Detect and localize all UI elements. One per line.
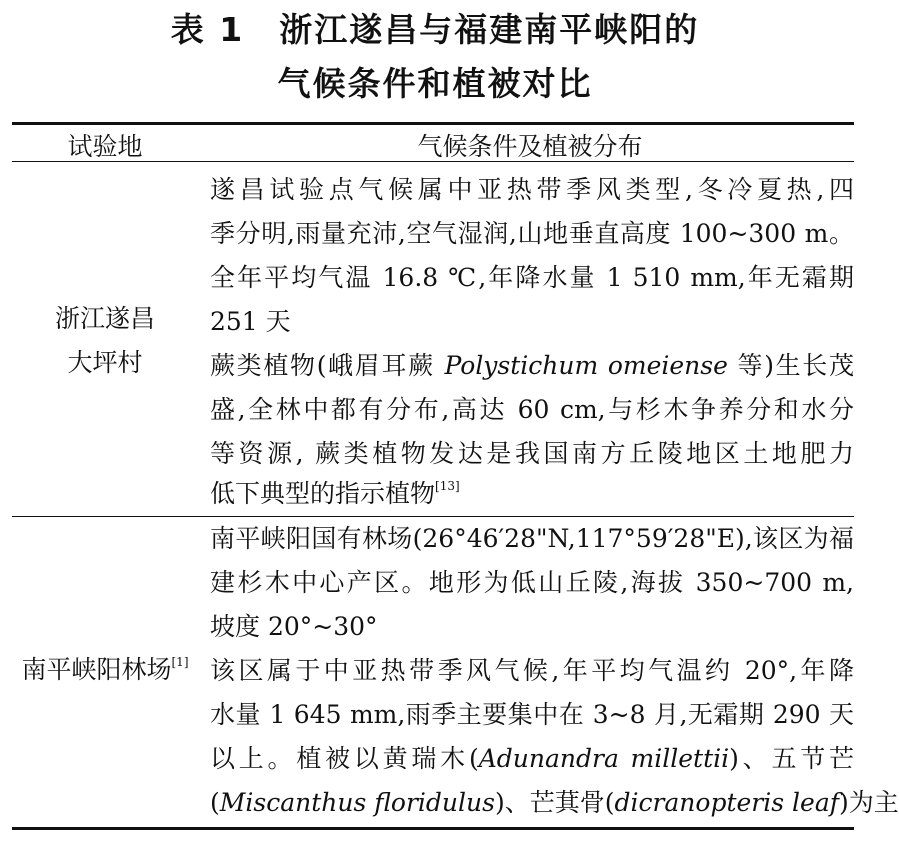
species-name: Polystichum omeiense <box>444 351 728 380</box>
top-rule <box>12 122 854 125</box>
cell-text-line: 坡度 20°~30° <box>210 612 378 641</box>
row-separator-rule <box>12 516 854 517</box>
table-title-line-1: 表 1 浙江遂昌与福建南平峡阳的 <box>170 10 700 49</box>
cell-text-line: 全年平均气温 16.8 ℃,年降水量 1 510 mm,年无霜期 <box>210 263 854 292</box>
species-name: Miscanthus floridulus <box>219 788 495 817</box>
citation-ref: [1] <box>171 655 189 669</box>
column-header-conditions: 气候条件及植被分布 <box>417 132 643 161</box>
cell-text-line <box>210 744 854 774</box>
cell-text-line <box>210 351 854 381</box>
cell-text-line: 南平峡阳国有林场(26°46′28"N,117°59′28"E),该区为福 <box>210 524 854 553</box>
cell-text-line: 水量 1 645 mm,雨季主要集中在 3~8 月,无霜期 290 天 <box>210 700 854 729</box>
cell-text-line <box>210 788 899 818</box>
table-title-line-2: 气候条件和植被对比 <box>277 64 593 103</box>
cell-text-line: 盛,全林中都有分布,高达 60 cm,与杉木争养分和水分 <box>210 395 854 424</box>
column-header-site: 试验地 <box>67 132 143 161</box>
site-name-line: 浙江遂昌 <box>54 304 155 333</box>
text-segment: 以上。植被以黄瑞木( <box>210 744 479 773</box>
citation-ref: [13] <box>435 479 460 493</box>
header-rule <box>12 161 854 162</box>
site-suichang <box>8 297 202 385</box>
text-segment: ( <box>210 788 220 817</box>
cell-text-line: 251 天 <box>210 307 291 336</box>
species-name: dicranopteris leaf <box>614 788 839 817</box>
cell-text-line: 遂昌试验点气候属中亚热带季风类型,冬冷夏热,四 <box>210 175 854 204</box>
site-nanping <box>8 648 202 692</box>
site-name: 南平峡阳林场 <box>21 655 172 684</box>
text-segment: )、芒萁骨( <box>494 788 615 817</box>
text-segment: 蕨类植物(峨眉耳蕨 <box>210 351 435 380</box>
cell-text-line: 该区属于中亚热带季风气候,年平均气温约 20°,年降 <box>210 656 854 685</box>
cell-text-line: 等资源, 蕨类植物发达是我国南方丘陵地区土地肥力 <box>210 439 854 468</box>
site-name-line: 大坪村 <box>67 348 143 377</box>
cell-text-line <box>210 479 854 509</box>
cell-text-line: 季分明,雨量充沛,空气湿润,山地垂直高度 100~300 m。 <box>210 219 854 248</box>
species-name: Adunandra millettii <box>478 744 730 773</box>
text-segment: )、五节芒 <box>729 744 854 773</box>
bottom-rule <box>12 827 854 830</box>
cell-text-line: 建杉木中心产区。地形为低山丘陵,海拔 350~700 m, <box>210 568 854 597</box>
text-segment: 等)生长茂 <box>737 351 854 380</box>
text-segment: 低下典型的指示植物 <box>210 479 436 508</box>
text-segment: )为主 <box>838 788 899 817</box>
